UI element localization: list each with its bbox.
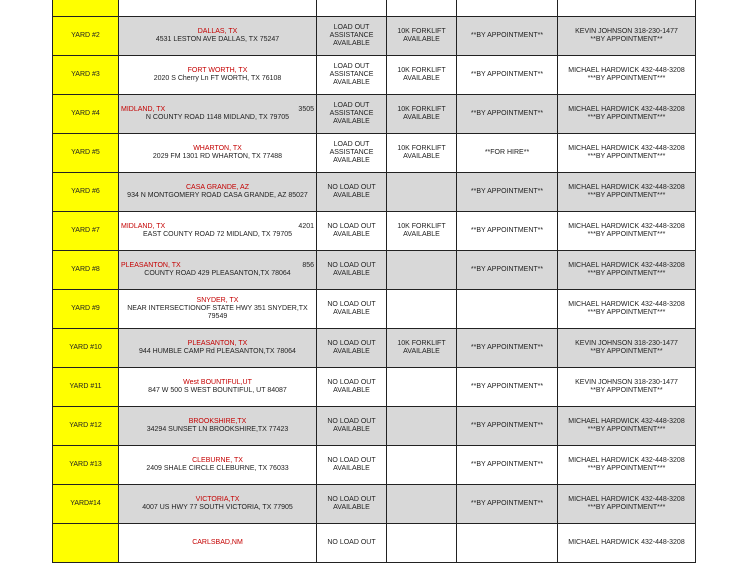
contact-note: ***BY APPOINTMENT*** bbox=[587, 75, 666, 82]
contact-cell bbox=[558, 134, 696, 173]
table-row bbox=[53, 212, 696, 251]
forklift-cell: 10K FORKLIFT AVAILABLE bbox=[387, 329, 457, 368]
table-row bbox=[53, 290, 696, 329]
contact-name: MICHAEL HARDWICK 432-448-3208 bbox=[568, 145, 685, 152]
contact-note bbox=[560, 0, 693, 1]
street-number: 856 bbox=[302, 262, 314, 269]
availability-cell: **BY APPOINTMENT** bbox=[457, 407, 558, 446]
forklift-cell bbox=[387, 0, 457, 17]
load-out-cell bbox=[317, 0, 387, 17]
location-cell bbox=[119, 17, 317, 56]
address: 34294 SUNSET LN BROOKSHIRE,TX 77423 bbox=[146, 426, 289, 433]
contact-name: MICHAEL HARDWICK 432-448-3208 bbox=[568, 496, 685, 503]
contact-cell bbox=[558, 17, 696, 56]
forklift-cell: 10K FORKLIFT AVAILABLE bbox=[387, 56, 457, 95]
forklift-cell bbox=[387, 485, 457, 524]
contact-cell bbox=[558, 251, 696, 290]
yard-label: YARD #11 bbox=[53, 368, 119, 407]
contact-name: MICHAEL HARDWICK 432-448-3208 bbox=[568, 67, 685, 74]
contact-note: ***BY APPOINTMENT*** bbox=[587, 270, 666, 277]
contact-note: **BY APPOINTMENT** bbox=[590, 387, 663, 394]
forklift-cell bbox=[387, 290, 457, 329]
address: 4531 LESTON AVE DALLAS, TX 75247 bbox=[155, 36, 280, 43]
location-cell bbox=[119, 134, 317, 173]
contact-cell bbox=[558, 446, 696, 485]
availability-cell: **BY APPOINTMENT** bbox=[457, 485, 558, 524]
availability-cell bbox=[457, 524, 558, 563]
location-cell bbox=[119, 251, 317, 290]
yard-label: YARD #2 bbox=[53, 17, 119, 56]
contact-note: ***BY APPOINTMENT*** bbox=[587, 231, 666, 238]
load-out-cell: LOAD OUT ASSISTANCE AVAILABLE bbox=[317, 95, 387, 134]
availability-cell: **BY APPOINTMENT** bbox=[457, 173, 558, 212]
address: 934 N MONTGOMERY ROAD CASA GRANDE, AZ 85027 bbox=[127, 192, 308, 199]
load-out-cell: LOAD OUT ASSISTANCE AVAILABLE bbox=[317, 17, 387, 56]
availability-cell: **BY APPOINTMENT** bbox=[457, 17, 558, 56]
table-row bbox=[53, 446, 696, 485]
table-row bbox=[53, 0, 696, 17]
load-out-cell: NO LOAD OUT AVAILABLE bbox=[317, 368, 387, 407]
city-name: WHARTON, TX bbox=[193, 145, 242, 152]
availability-cell bbox=[457, 290, 558, 329]
table-row bbox=[53, 329, 696, 368]
address: 2409 SHALE CIRCLE CLEBURNE, TX 76033 bbox=[146, 465, 289, 472]
address: EAST COUNTY ROAD 72 MIDLAND, TX 79705 bbox=[143, 231, 292, 238]
load-out-cell: NO LOAD OUT AVAILABLE bbox=[317, 173, 387, 212]
contact-note: ***BY APPOINTMENT*** bbox=[587, 114, 666, 121]
availability-cell: **BY APPOINTMENT** bbox=[457, 95, 558, 134]
forklift-cell: 10K FORKLIFT AVAILABLE bbox=[387, 17, 457, 56]
table-row bbox=[53, 524, 696, 563]
load-out-cell: LOAD OUT ASSISTANCE AVAILABLE bbox=[317, 56, 387, 95]
yard-label: YARD #13 bbox=[53, 446, 119, 485]
contact-note: **BY APPOINTMENT** bbox=[590, 348, 663, 355]
forklift-cell bbox=[387, 407, 457, 446]
contact-cell bbox=[558, 329, 696, 368]
city-name: CASA GRANDE, AZ bbox=[185, 184, 250, 191]
yard-label: YARD #5 bbox=[53, 134, 119, 173]
availability-cell: **BY APPOINTMENT** bbox=[457, 56, 558, 95]
load-out-cell: NO LOAD OUT AVAILABLE bbox=[317, 329, 387, 368]
yard-label: YARD #6 bbox=[53, 173, 119, 212]
location-cell bbox=[119, 173, 317, 212]
contact-cell bbox=[558, 212, 696, 251]
address: 847 W 500 S WEST BOUNTIFUL, UT 84087 bbox=[148, 387, 287, 394]
forklift-cell bbox=[387, 524, 457, 563]
yard-label: YARD #8 bbox=[53, 251, 119, 290]
address: 2029 FM 1301 RD WHARTON, TX 77488 bbox=[152, 153, 283, 160]
contact-note: ***BY APPOINTMENT*** bbox=[587, 465, 666, 472]
contact-note: ***BY APPOINTMENT*** bbox=[587, 426, 666, 433]
table-row bbox=[53, 56, 696, 95]
yard-label: YARD #10 bbox=[53, 329, 119, 368]
contact-name: MICHAEL HARDWICK 432-448-3208 bbox=[568, 223, 685, 230]
contact-name: MICHAEL HARDWICK 432-448-3208 bbox=[568, 539, 685, 546]
yard-label: YARD #9 bbox=[53, 290, 119, 329]
yard-label: YARD#14 bbox=[53, 485, 119, 524]
city-name: PLEASANTON, TX bbox=[121, 262, 181, 269]
yard-label: YARD #12 bbox=[53, 407, 119, 446]
location-cell bbox=[119, 524, 317, 563]
contact-note: ***BY APPOINTMENT*** bbox=[587, 192, 666, 199]
availability-cell: **BY APPOINTMENT** bbox=[457, 446, 558, 485]
city-name: FORT WORTH, TX bbox=[187, 67, 248, 74]
forklift-cell bbox=[387, 251, 457, 290]
availability-cell: **BY APPOINTMENT** bbox=[457, 212, 558, 251]
contact-note: ***BY APPOINTMENT*** bbox=[587, 153, 666, 160]
contact-note: **BY APPOINTMENT** bbox=[590, 36, 663, 43]
city-name: DALLAS, TX bbox=[197, 28, 238, 35]
yard-label bbox=[53, 0, 119, 17]
contact-cell bbox=[558, 524, 696, 563]
contact-name: KEVIN JOHNSON 318-230-1477 bbox=[575, 28, 678, 35]
table-row bbox=[53, 407, 696, 446]
location-cell bbox=[119, 329, 317, 368]
city-name: West BOUNTIFUL,UT bbox=[183, 379, 252, 386]
location-cell bbox=[119, 368, 317, 407]
address: COUNTY ROAD 429 PLEASANTON,TX 78064 bbox=[144, 270, 291, 277]
availability-cell: **BY APPOINTMENT** bbox=[457, 368, 558, 407]
city-name: CLEBURNE, TX bbox=[192, 457, 243, 464]
city-name: BROOKSHIRE,TX bbox=[188, 418, 247, 425]
contact-name: KEVIN JOHNSON 318-230-1477 bbox=[575, 340, 678, 347]
load-out-cell: LOAD OUT ASSISTANCE AVAILABLE bbox=[317, 134, 387, 173]
forklift-cell bbox=[387, 173, 457, 212]
address: N COUNTY ROAD 1148 MIDLAND, TX 79705 bbox=[145, 114, 290, 121]
contact-name: MICHAEL HARDWICK 432-448-3208 bbox=[568, 262, 685, 269]
load-out-cell: NO LOAD OUT bbox=[317, 524, 387, 563]
contact-cell bbox=[558, 0, 696, 17]
location-cell bbox=[119, 212, 317, 251]
table-row bbox=[53, 251, 696, 290]
city-name: MIDLAND, TX bbox=[121, 106, 166, 113]
location-cell bbox=[119, 290, 317, 329]
table-row bbox=[53, 95, 696, 134]
city-name: PLEASANTON, TX bbox=[187, 340, 248, 347]
location-cell bbox=[119, 56, 317, 95]
location-cell bbox=[119, 407, 317, 446]
forklift-cell: 10K FORKLIFT AVAILABLE bbox=[387, 212, 457, 251]
load-out-cell: NO LOAD OUT AVAILABLE bbox=[317, 446, 387, 485]
contact-cell bbox=[558, 56, 696, 95]
table-row bbox=[53, 368, 696, 407]
load-out-cell: NO LOAD OUT AVAILABLE bbox=[317, 212, 387, 251]
yard-table-body bbox=[53, 0, 696, 563]
contact-name: KEVIN JOHNSON 318-230-1477 bbox=[575, 379, 678, 386]
forklift-cell: 10K FORKLIFT AVAILABLE bbox=[387, 95, 457, 134]
forklift-cell bbox=[387, 368, 457, 407]
contact-name: MICHAEL HARDWICK 432-448-3208 bbox=[568, 106, 685, 113]
yard-table bbox=[52, 0, 696, 563]
address: 944 HUMBLE CAMP Rd PLEASANTON,TX 78064 bbox=[139, 348, 296, 355]
contact-cell bbox=[558, 407, 696, 446]
table-row bbox=[53, 134, 696, 173]
contact-name: MICHAEL HARDWICK 432-448-3208 bbox=[568, 418, 685, 425]
load-out-cell: NO LOAD OUT AVAILABLE bbox=[317, 485, 387, 524]
table-row bbox=[53, 485, 696, 524]
contact-name: MICHAEL HARDWICK 432-448-3208 bbox=[568, 184, 685, 191]
availability-cell: **FOR HIRE** bbox=[457, 134, 558, 173]
load-out-cell: NO LOAD OUT AVAILABLE bbox=[317, 290, 387, 329]
load-out-cell: NO LOAD OUT AVAILABLE bbox=[317, 407, 387, 446]
address: 2020 S Cherry Ln FT WORTH, TX 76108 bbox=[153, 75, 282, 82]
city-name: CARLSBAD,NM bbox=[192, 539, 243, 546]
contact-cell bbox=[558, 95, 696, 134]
city-name: MIDLAND, TX bbox=[121, 223, 166, 230]
contact-cell bbox=[558, 290, 696, 329]
location-cell bbox=[119, 95, 317, 134]
contact-cell bbox=[558, 173, 696, 212]
forklift-cell: 10K FORKLIFT AVAILABLE bbox=[387, 134, 457, 173]
contact-note: ***BY APPOINTMENT*** bbox=[587, 309, 666, 316]
city-name: SNYDER, TX bbox=[196, 297, 239, 304]
availability-cell: **BY APPOINTMENT** bbox=[457, 329, 558, 368]
city-name: VICTORIA,TX bbox=[195, 496, 240, 503]
city-line bbox=[121, 223, 314, 231]
contact-cell bbox=[558, 485, 696, 524]
contact-note: ***BY APPOINTMENT*** bbox=[587, 504, 666, 511]
yard-label: YARD #4 bbox=[53, 95, 119, 134]
location-cell bbox=[119, 0, 317, 17]
address: 4007 US HWY 77 SOUTH VICTORIA, TX 77905 bbox=[142, 504, 293, 511]
yard-label: YARD #3 bbox=[53, 56, 119, 95]
contact-cell bbox=[558, 368, 696, 407]
availability-cell bbox=[457, 0, 558, 17]
street-number: 4201 bbox=[298, 223, 314, 230]
table-row bbox=[53, 17, 696, 56]
forklift-cell bbox=[387, 446, 457, 485]
load-out-cell: NO LOAD OUT AVAILABLE bbox=[317, 251, 387, 290]
address bbox=[121, 0, 314, 1]
location-cell bbox=[119, 485, 317, 524]
location-cell bbox=[119, 446, 317, 485]
street-number: 3505 bbox=[298, 106, 314, 113]
city-line bbox=[121, 106, 314, 114]
availability-cell: **BY APPOINTMENT** bbox=[457, 251, 558, 290]
table-row bbox=[53, 173, 696, 212]
contact-name: MICHAEL HARDWICK 432-448-3208 bbox=[568, 457, 685, 464]
yard-label bbox=[53, 524, 119, 563]
contact-name: MICHAEL HARDWICK 432-448-3208 bbox=[568, 301, 685, 308]
yard-label: YARD #7 bbox=[53, 212, 119, 251]
city-line bbox=[121, 262, 314, 270]
address: NEAR INTERSECTIONOF STATE HWY 351 SNYDER,TX 79549 bbox=[127, 305, 308, 320]
